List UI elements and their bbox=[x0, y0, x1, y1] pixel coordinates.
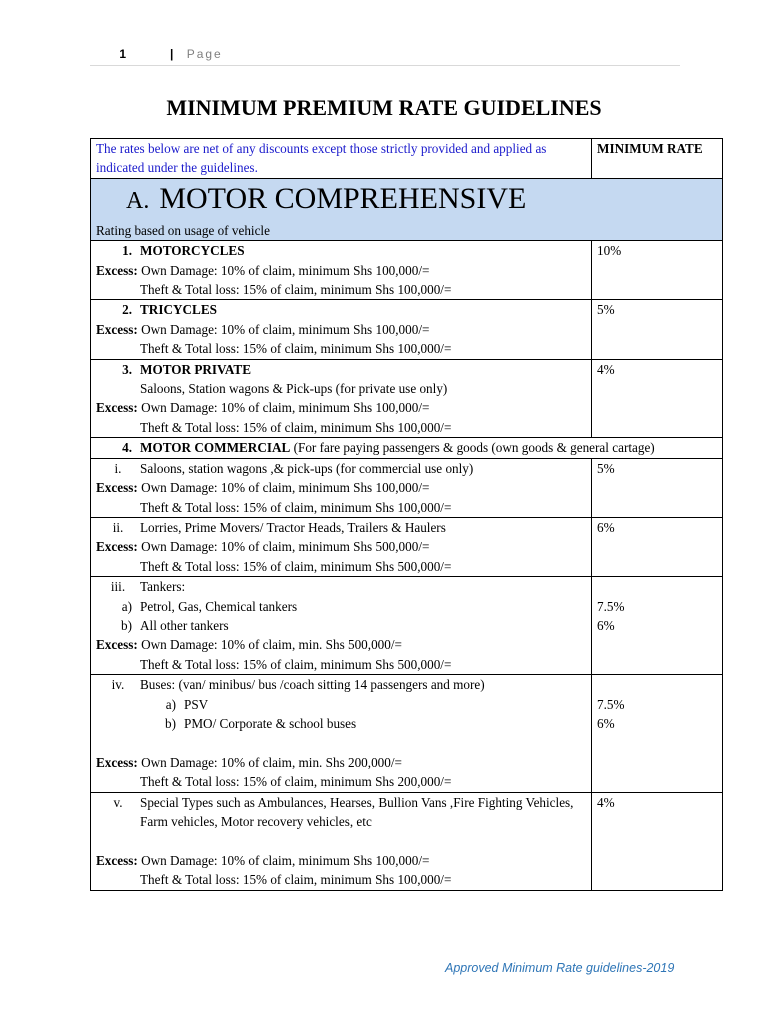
theft-loss-text: Theft & Total loss: 15% of claim, minimum Shs 500,000/= bbox=[140, 656, 452, 672]
table-row-buses bbox=[91, 675, 723, 792]
excess-label: Excess: bbox=[96, 400, 138, 416]
row-number: v. bbox=[113, 794, 123, 810]
sub-item-name: All other tankers bbox=[140, 617, 229, 633]
table-row-special bbox=[91, 792, 723, 890]
intro-row bbox=[91, 139, 723, 179]
rate-value: 4% bbox=[592, 359, 723, 438]
excess-label: Excess: bbox=[96, 262, 138, 278]
row-title: Saloons, station wagons ,& pick-ups (for commercial use only) bbox=[140, 460, 474, 476]
row-title: MOTORCYCLES bbox=[140, 243, 245, 259]
row-content bbox=[91, 241, 592, 300]
intro-text: The rates below are net of any discounts except those strictly provided and applied as indicated under the guidelines. bbox=[91, 139, 592, 179]
row-number: 4. bbox=[122, 440, 132, 456]
table-row-motorcycles bbox=[91, 241, 723, 300]
row-description: Saloons, Station wagons & Pick-ups (for private use only) bbox=[140, 381, 448, 397]
row-title: Lorries, Prime Movers/ Tractor Heads, Trailers & Haulers bbox=[140, 519, 446, 535]
excess-label: Excess: bbox=[96, 480, 138, 496]
row-number: iii. bbox=[110, 579, 126, 595]
row-number: 1. bbox=[122, 243, 132, 259]
excess-label: Excess: bbox=[96, 754, 138, 770]
own-damage-text: Own Damage: 10% of claim, minimum Shs 100,000/= bbox=[141, 321, 430, 337]
section-header bbox=[91, 178, 723, 240]
row-description: (For fare paying passengers & goods (own goods & general cartage) bbox=[290, 440, 655, 456]
page-separator: | bbox=[169, 47, 174, 61]
theft-loss-text: Theft & Total loss: 15% of claim, minimum Shs 200,000/= bbox=[140, 774, 452, 790]
excess-label: Excess: bbox=[96, 852, 138, 868]
rate-value: 5% bbox=[592, 458, 723, 517]
row-title: MOTOR COMMERCIAL bbox=[140, 440, 291, 456]
row-number: 2. bbox=[122, 302, 132, 318]
own-damage-text: Own Damage: 10% of claim, min. Shs 200,000/= bbox=[141, 754, 402, 770]
rate-value: 10% bbox=[592, 241, 723, 300]
own-damage-text: Own Damage: 10% of claim, minimum Shs 100,000/= bbox=[141, 262, 430, 278]
page-number: 1 bbox=[119, 47, 126, 61]
section-letter: A. bbox=[126, 187, 150, 214]
sub-item-label: b) bbox=[121, 617, 132, 633]
sub-item-name: Petrol, Gas, Chemical tankers bbox=[140, 598, 298, 614]
theft-loss-text: Theft & Total loss: 15% of claim, minimum Shs 500,000/= bbox=[140, 558, 452, 574]
sub-item-label: a) bbox=[165, 696, 176, 712]
theft-loss-text: Theft & Total loss: 15% of claim, minimum Shs 100,000/= bbox=[140, 341, 452, 357]
page-word: Page bbox=[186, 47, 223, 61]
sub-item-name: PSV bbox=[184, 696, 209, 712]
own-damage-text: Own Damage: 10% of claim, minimum Shs 100,000/= bbox=[141, 480, 430, 496]
row-content bbox=[91, 458, 592, 517]
sub-item-label: b) bbox=[165, 715, 176, 731]
section-subtitle: Rating based on usage of vehicle bbox=[96, 222, 270, 238]
table-row-commercial bbox=[91, 438, 723, 458]
theft-loss-text: Theft & Total loss: 15% of claim, minimum Shs 100,000/= bbox=[140, 499, 452, 515]
row-content bbox=[91, 359, 592, 438]
rate-cell bbox=[592, 675, 723, 792]
table-row-private bbox=[91, 359, 723, 438]
row-content bbox=[91, 517, 592, 576]
page-footer: Approved Minimum Rate guidelines-2019 bbox=[445, 961, 675, 975]
rate-value: 4% bbox=[592, 792, 723, 890]
table-row-saloons bbox=[91, 458, 723, 517]
minimum-rate-header: MINIMUM RATE bbox=[592, 139, 723, 179]
own-damage-text: Own Damage: 10% of claim, minimum Shs 100,000/= bbox=[141, 400, 430, 416]
theft-loss-text: Theft & Total loss: 15% of claim, minimum Shs 100,000/= bbox=[140, 282, 452, 298]
row-title: Tankers: bbox=[140, 579, 186, 595]
excess-label: Excess: bbox=[96, 637, 138, 653]
rates-table bbox=[90, 138, 723, 891]
row-number: 3. bbox=[122, 361, 132, 377]
row-content bbox=[91, 792, 592, 890]
row-content bbox=[91, 675, 592, 792]
row-title: Buses: (van/ minibus/ bus /coach sitting 14 passengers and more) bbox=[140, 677, 485, 693]
row-content bbox=[91, 577, 592, 675]
row-number: ii. bbox=[112, 519, 124, 535]
row-number: i. bbox=[114, 460, 122, 476]
table-row-tricycles bbox=[91, 300, 723, 359]
row-content bbox=[91, 438, 723, 458]
document-title: MINIMUM PREMIUM RATE GUIDELINES bbox=[166, 95, 602, 120]
excess-label: Excess: bbox=[96, 321, 138, 337]
own-damage-text: Own Damage: 10% of claim, minimum Shs 500,000/= bbox=[141, 539, 430, 555]
theft-loss-text: Theft & Total loss: 15% of claim, minimum Shs 100,000/= bbox=[140, 419, 452, 435]
rate-value: 6% bbox=[597, 715, 615, 731]
sub-item-label: a) bbox=[121, 598, 132, 614]
page-header bbox=[90, 47, 680, 66]
table-row-lorries bbox=[91, 517, 723, 576]
rate-value: 6% bbox=[597, 617, 615, 633]
row-title: Special Types such as Ambulances, Hearses, Bullion Vans ,Fire Fighting Vehicles, Farm vehicles, Motor recovery vehicles, etc bbox=[140, 794, 574, 829]
theft-loss-text: Theft & Total loss: 15% of claim, minimum Shs 100,000/= bbox=[140, 872, 452, 888]
own-damage-text: Own Damage: 10% of claim, minimum Shs 100,000/= bbox=[141, 852, 430, 868]
rate-cell bbox=[592, 577, 723, 675]
row-number: iv. bbox=[111, 677, 125, 693]
excess-label: Excess: bbox=[96, 539, 138, 555]
row-title: TRICYCLES bbox=[140, 302, 217, 318]
row-title: MOTOR PRIVATE bbox=[140, 361, 252, 377]
section-title: MOTOR COMPREHENSIVE bbox=[159, 181, 527, 215]
rate-value: 7.5% bbox=[597, 598, 625, 614]
section-header-row bbox=[91, 178, 723, 240]
rate-value: 7.5% bbox=[597, 696, 625, 712]
sub-item-name: PMO/ Corporate & school buses bbox=[184, 715, 357, 731]
rate-value: 6% bbox=[592, 517, 723, 576]
table-row-tankers bbox=[91, 577, 723, 675]
rate-value: 5% bbox=[592, 300, 723, 359]
own-damage-text: Own Damage: 10% of claim, min. Shs 500,000/= bbox=[141, 637, 402, 653]
row-content bbox=[91, 300, 592, 359]
